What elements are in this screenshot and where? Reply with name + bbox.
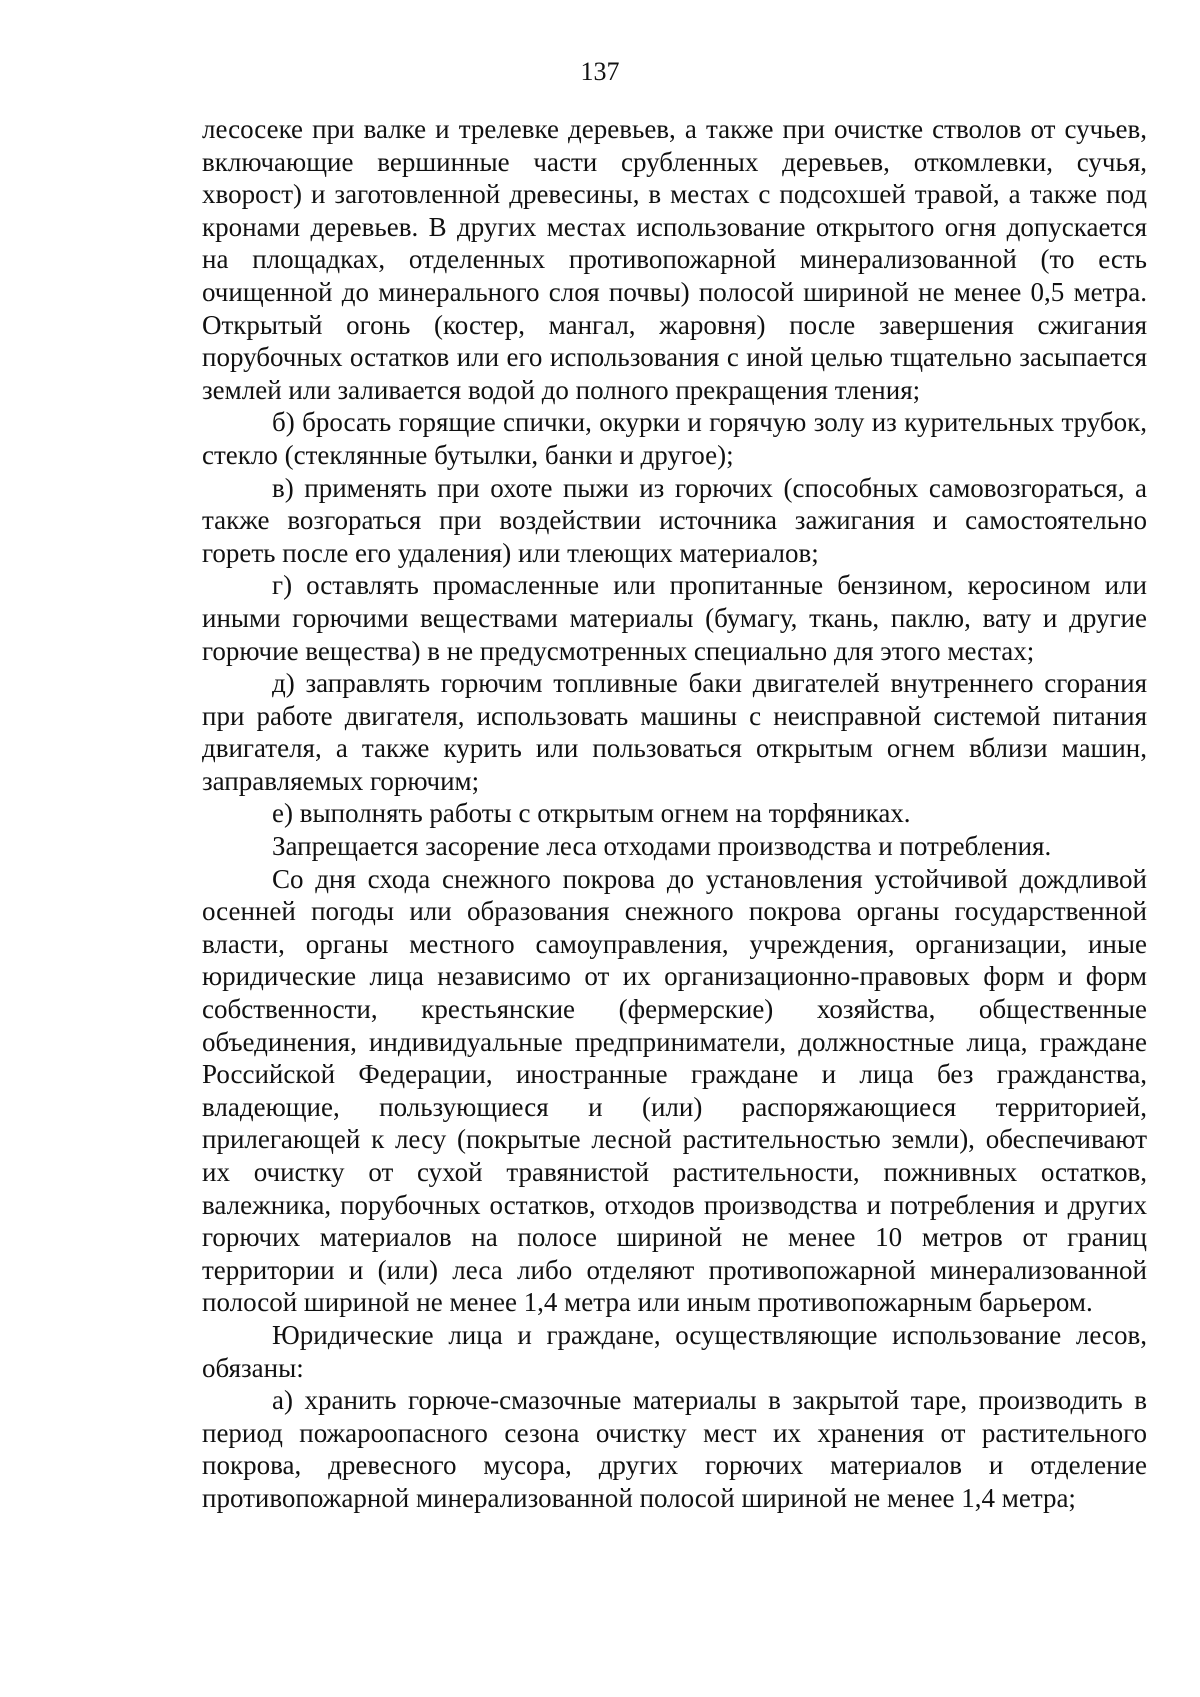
paragraph-item-g: г) оставлять промасленные или пропитанные бензином, керосином или иными горючими веществами материалы (бумагу, ткань, паклю, вату и другие горючие вещества) в не предусмотренных специально для этого местах; bbox=[202, 570, 1147, 666]
paragraph-littering-ban: Запрещается засорение леса отходами производства и потребления. bbox=[272, 831, 1052, 862]
paragraph-forest-users-obligations: Юридические лица и граждане, осуществляющие использование лесов, обязаны: bbox=[202, 1319, 1147, 1383]
paragraph-cleanup-obligation: Со дня схода снежного покрова до установления устойчивой дождливой осенней погоды или образования снежного покрова органы государственной власти, органы местного самоуправления, учреждения, организации, иные юридические лица независимо от их организационно-правовых форм и форм собственности, крестьянские (фермерские) хозяйства, общественные объединения, индивидуальные предприниматели, должностные лица, граждане Российской Федерации, иностранные граждане и лица без гражданства, владеющие, пользующиеся и (или) распоряжающиеся территорией, прилегающей к лесу (покрытые лесной растительностью земли), обеспечивают их очистку от сухой травянистой растительности, пожнивных остатков, валежника, порубочных остатков, отходов производства и потребления и других горючих материалов на полосе шириной не менее 10 метров от границ территории и (или) леса либо отделяют противопожарной минерализованной полосой шириной не менее 1,4 метра или иным противопожарным барьером. bbox=[202, 863, 1147, 1318]
paragraph-item-a: а) хранить горюче-смазочные материалы в закрытой таре, производить в период пожароопасного сезона очистку мест их хранения от растительного покрова, древесного мусора, других горючих материалов и отделение противопожарной минерализованной полосой шириной не менее 1,4 метра; bbox=[202, 1385, 1147, 1513]
paragraph-item-b: б) бросать горящие спички, окурки и горячую золу из курительных трубок, стекло (стеклянные бутылки, банки и другое); bbox=[202, 407, 1147, 470]
paragraph-item-d: д) заправлять горючим топливные баки двигателей внутреннего сгорания при работе двигателя, использовать машины с неисправной системой питания двигателя, а также курить или пользоваться открытым огнем вблизи машин, заправляемых горючим; bbox=[202, 668, 1147, 796]
paragraph-continuation: лесосеке при валке и трелевке деревьев, а также при очистке стволов от сучьев, включающие вершинные части срубленных деревьев, откомлевки, сучья, хворост) и заготовленной древесины, в местах с подсохшей травой, а также под кронами деревьев. В других местах использование открытого огня допускается на площадках, отделенных противопожарной минерализованной (то есть очищенной до минерального слоя почвы) полосой шириной не менее 0,5 метра. Открытый огонь (костер, мангал, жаровня) после завершения сжигания порубочных остатков или его использования с иной целью тщательно засыпается землей или заливается водой до полного прекращения тления; bbox=[202, 114, 1147, 405]
paragraph-item-v: в) применять при охоте пыжи из горючих (способных самовозгораться, а также возгораться при воздействии источника зажигания и самостоятельно гореть после его удаления) или тлеющих материалов; bbox=[202, 472, 1147, 568]
page-number: 137 bbox=[580, 57, 620, 86]
paragraph-item-e: е) выполнять работы с открытым огнем на торфяниках. bbox=[272, 798, 911, 829]
document-body bbox=[202, 113, 1147, 1515]
